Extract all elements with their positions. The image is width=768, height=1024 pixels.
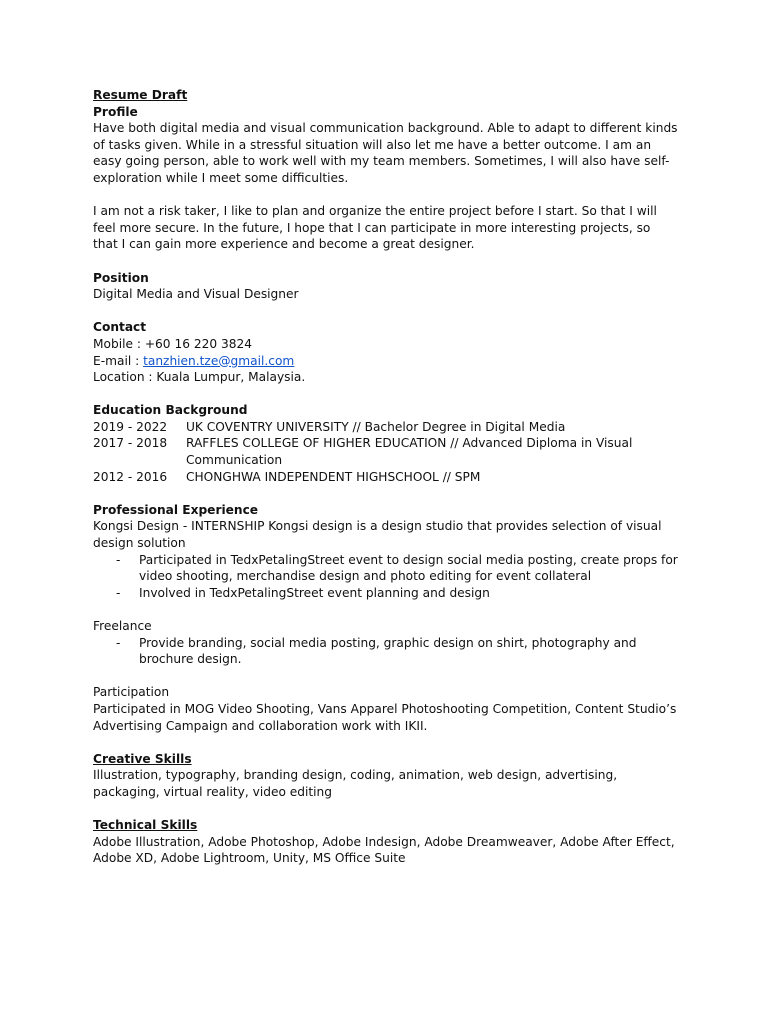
participation-heading: Participation <box>93 685 170 700</box>
position-value: Digital Media and Visual Designer <box>93 287 299 302</box>
spacer <box>93 303 678 320</box>
technical-skills-text: Adobe Illustration, Adobe Photoshop, Adobe Indesign, Adobe Dreamweaver, Adobe After Effect, Adobe XD, Adobe Lightroom, Unity, MS Office Suite <box>93 834 675 866</box>
education-text: UK COVENTRY UNIVERSITY // Bachelor Degree in Digital Media <box>186 419 566 434</box>
spacer <box>93 801 678 818</box>
location-value: Kuala Lumpur, Malaysia. <box>156 370 306 385</box>
spacer <box>93 386 678 403</box>
experience-intro: Kongsi Design - INTERNSHIP Kongsi design is a design studio that provides selection of visual design solution <box>93 519 662 551</box>
bullet-text: Provide branding, social media posting, graphic design on shirt, photography and brochure design. <box>139 635 637 667</box>
bullet-dash: - <box>116 552 121 567</box>
contact-email <box>93 353 678 370</box>
bullet-text: Participated in TedxPetalingStreet event to design social media posting, create props for video shooting, merchandise design and photo editing for event collateral <box>139 552 678 584</box>
resume-document <box>93 87 678 867</box>
education-text: RAFFLES COLLEGE OF HIGHER EDUCATION // Advanced Diploma in Visual Communication <box>186 436 633 468</box>
contact-mobile <box>93 336 678 353</box>
contact-location <box>93 369 678 386</box>
profile-paragraph-1: Have both digital media and visual communication background. Able to adapt to different kinds of tasks given. While in a stressful situation will also let me have a better outcome. I am an easy going person, able to work well with my team members. Sometimes, I will also have self-exploration while I meet some difficulties. <box>93 121 678 185</box>
freelance-heading: Freelance <box>93 619 152 633</box>
profile-paragraph-2: I am not a risk taker, I like to plan and organize the entire project before I start. So that I will feel more secure. In the future, I hope that I can participate in more interesting projects, so that I can gain more experience and become a great designer. <box>93 204 657 252</box>
email-link[interactable]: tanzhien.tze@gmail.com <box>143 353 295 368</box>
list-item <box>93 552 678 585</box>
mobile-value: +60 16 220 3824 <box>144 336 252 351</box>
list-item <box>93 585 678 602</box>
education-years: 2019 - 2022 <box>93 419 168 434</box>
list-item <box>93 635 678 668</box>
bullet-text: Involved in TedxPetalingStreet event planning and design <box>139 585 490 600</box>
mobile-label: Mobile : <box>93 336 145 351</box>
spacer <box>93 253 678 270</box>
contact-heading: Contact <box>93 320 147 335</box>
spacer <box>93 668 678 685</box>
location-label: Location : <box>93 370 157 385</box>
creative-skills-heading: Creative Skills <box>93 751 192 766</box>
creative-skills-text: Illustration, typography, branding design, coding, animation, web design, advertising, packaging, virtual reality, video editing <box>93 768 618 799</box>
bullet-dash: - <box>116 635 121 650</box>
education-years: 2017 - 2018 <box>93 436 168 451</box>
profile-heading: Profile <box>93 104 138 119</box>
participation-text: Participated in MOG Video Shooting, Vans Apparel Photoshooting Competition, Content Studio’s Advertising Campaign and collaboration work with IKII. <box>93 701 677 733</box>
education-item <box>93 419 678 436</box>
technical-skills-heading: Technical Skills <box>93 818 198 833</box>
education-years: 2012 - 2016 <box>93 469 168 484</box>
position-heading: Position <box>93 270 149 285</box>
education-heading: Education Background <box>93 403 248 418</box>
bullet-dash: - <box>116 585 121 600</box>
spacer <box>93 187 678 204</box>
experience-heading: Professional Experience <box>93 502 259 517</box>
spacer <box>93 734 678 751</box>
education-item <box>93 435 678 468</box>
document-title: Resume Draft <box>93 88 188 102</box>
spacer <box>93 601 678 618</box>
education-item <box>93 469 678 486</box>
spacer <box>93 485 678 502</box>
education-text: CHONGHWA INDEPENDENT HIGHSCHOOL // SPM <box>186 469 481 484</box>
email-label: E-mail : <box>93 353 144 368</box>
